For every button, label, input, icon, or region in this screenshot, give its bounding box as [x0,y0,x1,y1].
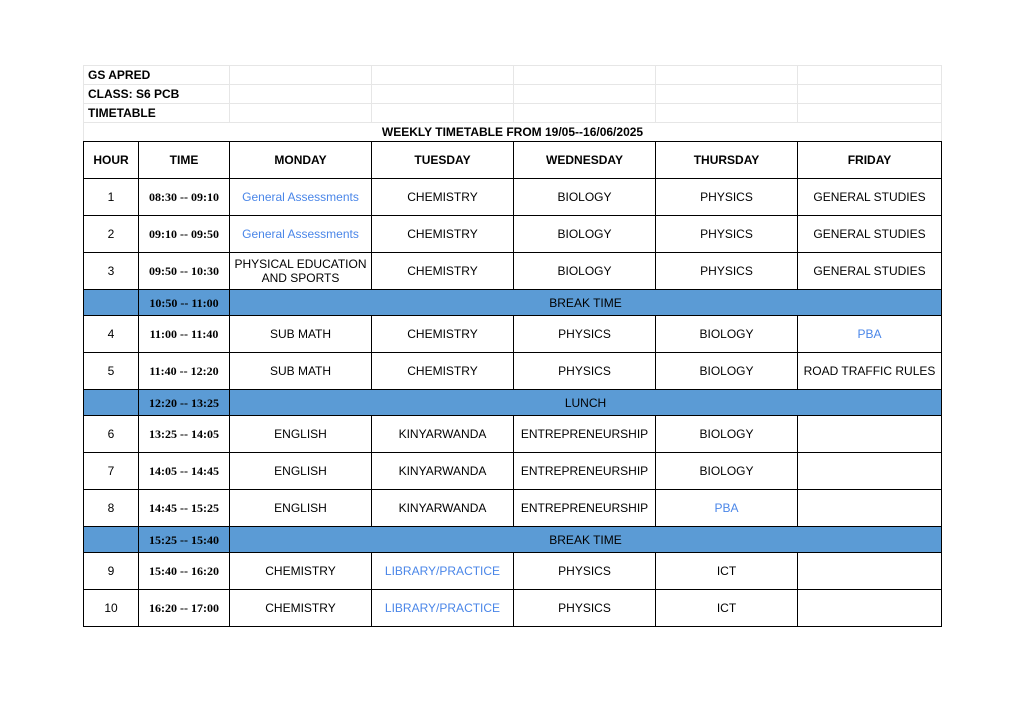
hour-cell: 5 [84,353,139,390]
col-hour: HOUR [84,142,139,179]
period-row [84,316,942,353]
subject-cell-wednesday: PHYSICS [514,353,656,390]
subject-cell-tuesday: CHEMISTRY [372,216,514,253]
pause-time-cell: 12:20 -- 13:25 [139,390,230,416]
hour-cell: 3 [84,253,139,290]
pause-hour-cell [84,390,139,416]
pause-label: BREAK TIME [230,527,942,553]
subject-cell-tuesday: LIBRARY/PRACTICE [372,553,514,590]
subject-cell-wednesday: BIOLOGY [514,216,656,253]
subject-cell-thursday: ICT [656,553,798,590]
hour-cell: 7 [84,453,139,490]
class-label: CLASS: S6 PCB [84,85,230,104]
time-cell: 14:05 -- 14:45 [139,453,230,490]
subject-cell-wednesday: ENTREPRENEURSHIP [514,453,656,490]
subject-cell-tuesday: KINYARWANDA [372,453,514,490]
col-thursday: THURSDAY [656,142,798,179]
subject-cell-thursday: BIOLOGY [656,416,798,453]
subject-cell-monday: ENGLISH [230,490,372,527]
col-friday: FRIDAY [798,142,942,179]
period-row [84,253,942,290]
subject-cell-thursday: BIOLOGY [656,453,798,490]
timetable-body [84,179,942,627]
period-row [84,416,942,453]
subject-cell-tuesday: LIBRARY/PRACTICE [372,590,514,627]
subject-cell-tuesday: CHEMISTRY [372,353,514,390]
subject-cell-monday: SUB MATH [230,316,372,353]
pause-time-cell: 10:50 -- 11:00 [139,290,230,316]
period-row [84,490,942,527]
subject-cell-wednesday: PHYSICS [514,590,656,627]
hour-cell: 8 [84,490,139,527]
subject-cell-tuesday: CHEMISTRY [372,316,514,353]
pause-row [84,527,942,553]
hour-cell: 1 [84,179,139,216]
subject-cell-friday [798,490,942,527]
hour-cell: 10 [84,590,139,627]
subject-cell-friday: ROAD TRAFFIC RULES [798,353,942,390]
subject-cell-tuesday: KINYARWANDA [372,416,514,453]
period-row [84,353,942,390]
period-row [84,216,942,253]
subject-cell-thursday: ICT [656,590,798,627]
school-name: GS APRED [84,66,230,85]
subject-cell-wednesday: BIOLOGY [514,179,656,216]
period-row [84,553,942,590]
pause-row [84,290,942,316]
subject-cell-thursday: PHYSICS [656,253,798,290]
subject-cell-monday: SUB MATH [230,353,372,390]
subject-cell-monday: ENGLISH [230,453,372,490]
time-cell: 11:40 -- 12:20 [139,353,230,390]
hour-cell: 9 [84,553,139,590]
subject-cell-wednesday: BIOLOGY [514,253,656,290]
pause-hour-cell [84,527,139,553]
time-cell: 16:20 -- 17:00 [139,590,230,627]
subject-cell-monday: PHYSICAL EDUCATION AND SPORTS [230,253,372,290]
period-row [84,179,942,216]
subject-cell-thursday: BIOLOGY [656,353,798,390]
subject-cell-friday [798,590,942,627]
hour-cell: 4 [84,316,139,353]
subject-cell-thursday: PHYSICS [656,216,798,253]
pause-row [84,390,942,416]
time-cell: 14:45 -- 15:25 [139,490,230,527]
subject-cell-monday: General Assessments [230,179,372,216]
col-tuesday: TUESDAY [372,142,514,179]
period-row [84,590,942,627]
time-cell: 08:30 -- 09:10 [139,179,230,216]
subject-cell-wednesday: PHYSICS [514,316,656,353]
timetable-table [83,141,942,627]
pause-label: BREAK TIME [230,290,942,316]
subject-cell-wednesday: ENTREPRENEURSHIP [514,416,656,453]
hour-cell: 2 [84,216,139,253]
subject-cell-tuesday: CHEMISTRY [372,253,514,290]
subject-cell-monday: CHEMISTRY [230,590,372,627]
subject-cell-thursday: PHYSICS [656,179,798,216]
col-wednesday: WEDNESDAY [514,142,656,179]
subject-cell-friday [798,416,942,453]
column-header-row [84,142,942,179]
subject-cell-friday: GENERAL STUDIES [798,216,942,253]
timetable-title: WEEKLY TIMETABLE FROM 19/05--16/06/2025 [84,123,942,142]
subject-cell-wednesday: PHYSICS [514,553,656,590]
subject-cell-tuesday: KINYARWANDA [372,490,514,527]
time-cell: 13:25 -- 14:05 [139,416,230,453]
period-row [84,453,942,490]
document-label: TIMETABLE [84,104,230,123]
hour-cell: 6 [84,416,139,453]
subject-cell-monday: CHEMISTRY [230,553,372,590]
subject-cell-friday: PBA [798,316,942,353]
col-monday: MONDAY [230,142,372,179]
time-cell: 09:10 -- 09:50 [139,216,230,253]
subject-cell-thursday: BIOLOGY [656,316,798,353]
subject-cell-monday: ENGLISH [230,416,372,453]
subject-cell-friday [798,553,942,590]
subject-cell-friday: GENERAL STUDIES [798,253,942,290]
pause-label: LUNCH [230,390,942,416]
col-time: TIME [139,142,230,179]
header-info-grid [83,65,942,142]
time-cell: 15:40 -- 16:20 [139,553,230,590]
subject-cell-thursday: PBA [656,490,798,527]
pause-hour-cell [84,290,139,316]
pause-time-cell: 15:25 -- 15:40 [139,527,230,553]
subject-cell-wednesday: ENTREPRENEURSHIP [514,490,656,527]
subject-cell-tuesday: CHEMISTRY [372,179,514,216]
subject-cell-monday: General Assessments [230,216,372,253]
time-cell: 11:00 -- 11:40 [139,316,230,353]
time-cell: 09:50 -- 10:30 [139,253,230,290]
subject-cell-friday [798,453,942,490]
subject-cell-friday: GENERAL STUDIES [798,179,942,216]
